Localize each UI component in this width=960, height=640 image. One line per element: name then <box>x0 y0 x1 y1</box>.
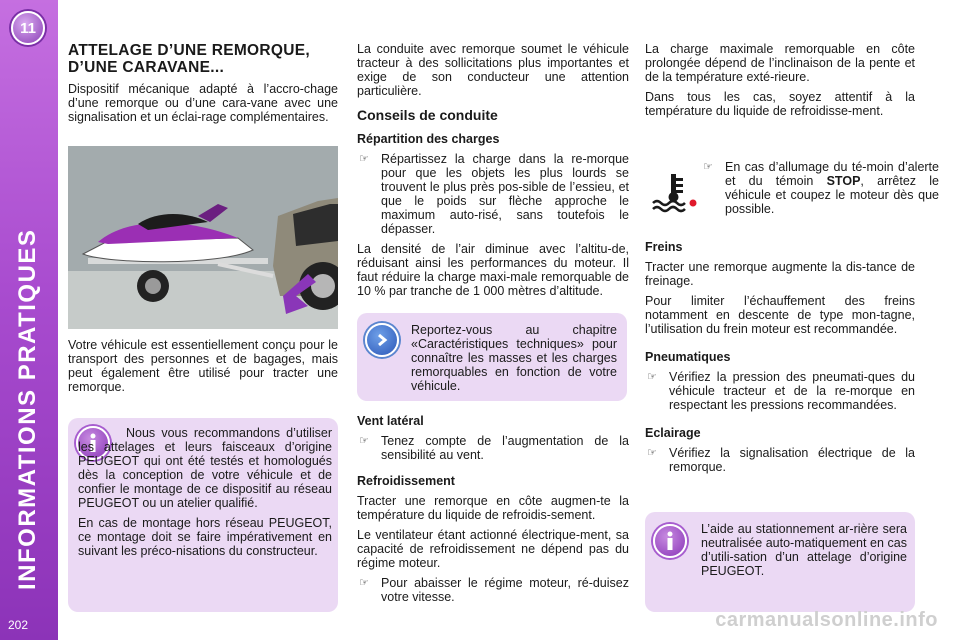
bullet-wind: ☞ Tenez compte de l’augmentation de la sensibilité au vent. <box>359 434 629 462</box>
column-2-lower <box>357 414 629 610</box>
reference-box <box>357 313 627 401</box>
bullet-tyres: ☞ Vérifiez la pression des pneumati-ques du véhicule tracteur et de la re-morque en respectant les pressions recommandées. <box>647 370 915 412</box>
recommendation-text: Nous vous recommandons d’utiliser les attelages et leurs faisceaux d’origine PEUGEOT qui ont été testés et homologués dès la conception de votre véhicule et de confier le montage de ce dispositif au réseau PEUGEOT ou un atelier qualifié. <box>78 426 332 510</box>
column-3-lower <box>645 240 915 480</box>
cooling-paragraph-1: Tracter une remorque en côte augmen-te la température du liquide de refroidis-sement. <box>357 494 629 522</box>
jetski-trailer-illustration <box>68 146 338 329</box>
reference-text: Reportez-vous au chapitre «Caractéristiques techniques» pour connaître les masses et les charges remorquables en fonction de votre véhicule. <box>411 323 617 393</box>
recommendation-box <box>68 418 338 612</box>
pointing-hand-icon: ☞ <box>647 371 657 383</box>
recommendation-text-2: En cas de montage hors réseau PEUGEOT, ce montage doit se faire impérativement en suivant les préco-nisations du constructeur. <box>78 516 332 558</box>
intro-paragraph-2: La conduite avec remorque soumet le véhicule tracteur à des sollicitations plus importantes et exige de son conducteur une attention particulière. <box>357 42 629 98</box>
trailer-photo <box>68 146 338 329</box>
intro-paragraph: Dispositif mécanique adapté à l’accro-chage d’une remorque ou d’une cara-vane avec une signalisation et un éclai-rage complémentaires. <box>68 82 338 124</box>
density-paragraph: La densité de l’air diminue avec l’altitu-de, réduisant ainsi les performances du moteur. Il faut réduire la charge maxi-male remorquable de 10 % par tranche de 1 000 mètres d’altitude. <box>357 242 629 298</box>
bullet-speed: ☞ Pour abaisser le régime moteur, ré-duisez votre vitesse. <box>359 576 629 604</box>
pointing-hand-icon: ☞ <box>359 153 369 165</box>
pointing-hand-icon: ☞ <box>359 577 369 589</box>
pointing-hand-icon: ☞ <box>647 447 657 459</box>
usage-paragraph: Votre véhicule est essentiellement conçu pour le transport des personnes et de bagages, mais peut également être utilisé pour tracter une remorque. <box>68 338 338 394</box>
page-title: ATTELAGE D’UNE REMORQUE, D’UNE CARAVANE... <box>68 42 311 76</box>
subtitle-lighting: Eclairage <box>645 426 701 440</box>
subtitle-wind: Vent latéral <box>357 414 424 428</box>
chapter-badge: 11 <box>11 11 45 45</box>
coolant-temperature-icon <box>649 170 699 214</box>
brakes-paragraph-2: Pour limiter l’échauffement des freins notamment en descente de type mon-tagne, l’utilisation du frein moteur est recommandée. <box>645 294 915 336</box>
arrow-right-icon <box>365 323 399 357</box>
subtitle-cooling: Refroidissement <box>357 474 455 488</box>
pointing-hand-icon: ☞ <box>359 435 369 447</box>
watermark: carmanualsonline.info <box>715 609 938 631</box>
column-2 <box>357 42 629 304</box>
cooling-paragraph-2: Le ventilateur étant actionné électrique-ment, sa capacité de refroidissement ne dépend pas du régime moteur. <box>357 528 629 570</box>
subtitle-load: Répartition des charges <box>357 132 500 146</box>
section-title: Conseils de conduite <box>357 107 498 123</box>
parking-aid-box <box>645 512 915 612</box>
coolant-warning <box>645 160 939 230</box>
slope-paragraph: La charge maximale remorquable en côte prolongée dépend de l’inclinaison de la pente et de la température exté-rieure. <box>645 42 915 84</box>
temperature-paragraph: Dans tous les cas, soyez attentif à la température du liquide de refroidisse-ment. <box>645 90 915 118</box>
pointing-hand-icon: ☞ <box>703 161 713 173</box>
page-number: 202 <box>8 618 29 632</box>
subtitle-tyres: Pneumatiques <box>645 350 731 364</box>
subtitle-brakes: Freins <box>645 240 683 254</box>
column-3 <box>645 42 915 124</box>
column-1-lower <box>68 338 338 400</box>
chapter-title: INFORMATIONS PRATIQUES <box>14 228 41 590</box>
coolant-warning-text: ☞ En cas d’allumage du té-moin d’alerte et du témoin STOP, arrêtez le véhicule et coupez le moteur dès que possible. <box>703 160 939 216</box>
brakes-paragraph-1: Tracter une remorque augmente la dis-tance de freinage. <box>645 260 915 288</box>
column-1 <box>68 42 338 130</box>
bullet-load: ☞ Répartissez la charge dans la re-morque pour que les objets les plus lourds se trouvent le plus près pos-sible de l’essieu, et que le poids sur flèche approche le maximum auto-risé, sans toutefois le dépasser. <box>359 152 629 236</box>
parking-aid-text: L’aide au stationnement ar-rière sera neutralisée auto-matiquement en cas d’utili-sation d’un attelage d’origine PEUGEOT. <box>701 522 907 578</box>
bullet-lighting: ☞ Vérifiez la signalisation électrique de la remorque. <box>647 446 915 474</box>
info-icon <box>653 524 687 558</box>
